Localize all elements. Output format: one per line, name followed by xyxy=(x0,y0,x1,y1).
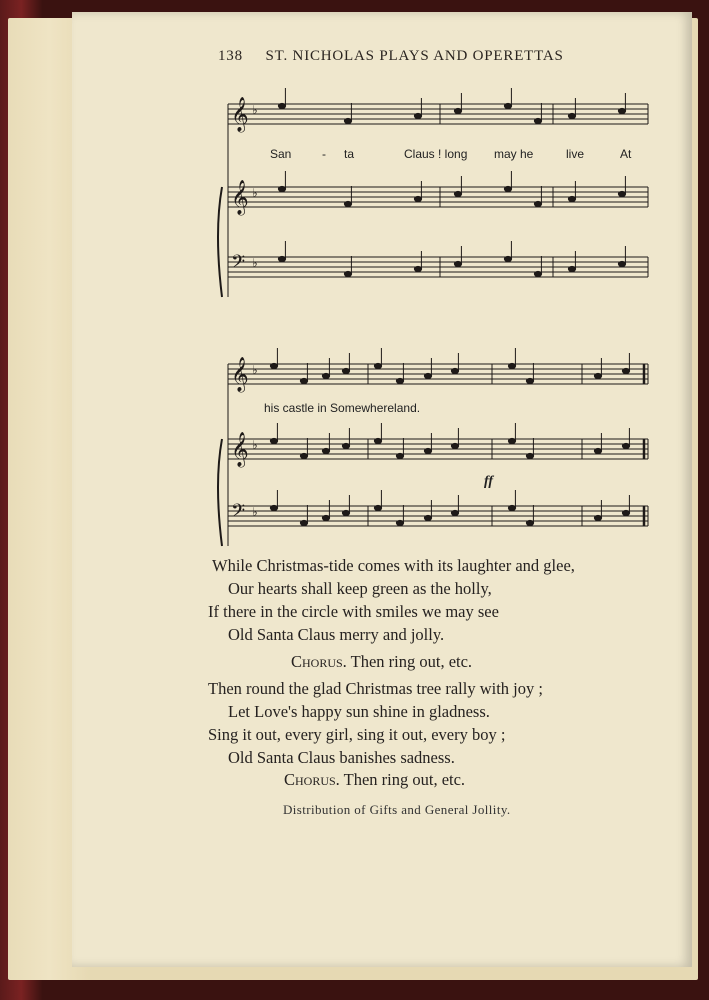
note-head xyxy=(534,201,541,206)
note-head xyxy=(508,505,515,510)
note-head xyxy=(342,368,349,373)
lyric-ta: ta xyxy=(344,147,355,161)
treble-clef: 𝄞 xyxy=(231,357,249,392)
note-head xyxy=(278,103,285,108)
note-head xyxy=(342,443,349,448)
note-head xyxy=(424,515,431,520)
note-head xyxy=(342,510,349,515)
flat-sign: ♭ xyxy=(252,505,258,519)
treble-clef: 𝄞 xyxy=(231,97,249,132)
note-head xyxy=(414,113,421,118)
verse-line-4: Old Santa Claus merry and jolly. xyxy=(228,625,445,644)
note-head xyxy=(322,515,329,520)
note-head xyxy=(622,368,629,373)
lyric-at: At xyxy=(620,147,632,161)
note-head xyxy=(504,186,511,191)
note-head xyxy=(374,363,381,368)
note-head xyxy=(454,191,461,196)
chorus-label: Chorus. xyxy=(284,770,340,789)
note-head xyxy=(424,448,431,453)
lyric-dash: - xyxy=(322,147,326,161)
verse-line-7: Sing it out, every girl, sing it out, every boy ; xyxy=(208,725,506,744)
brace xyxy=(218,187,222,297)
note-head xyxy=(300,520,307,525)
page-number: 138 xyxy=(218,48,243,64)
flat-sign: ♭ xyxy=(252,363,258,377)
note-head xyxy=(508,363,515,368)
note-head xyxy=(526,453,533,458)
lyric-may-he: may he xyxy=(494,147,534,161)
dynamic-marking: ff xyxy=(484,474,494,489)
flat-sign: ♭ xyxy=(252,438,258,452)
chorus-text: Then ring out, etc. xyxy=(343,770,466,789)
note-head xyxy=(322,373,329,378)
note-head xyxy=(618,108,625,113)
note-head xyxy=(278,256,285,261)
book-title: ST. NICHOLAS PLAYS AND OPERETTAS xyxy=(265,48,564,64)
note-head xyxy=(594,448,601,453)
chorus-line-2 xyxy=(284,770,465,790)
note-head xyxy=(424,373,431,378)
note-head xyxy=(374,505,381,510)
bass-clef: 𝄢 xyxy=(231,501,246,526)
verse-line-8: Old Santa Claus banishes sadness. xyxy=(228,748,455,767)
note-head xyxy=(300,378,307,383)
chorus-text: Then ring out, etc. xyxy=(350,652,473,671)
lyric-san: San xyxy=(270,147,292,161)
note-head xyxy=(534,118,541,123)
verse-line-5: Then round the glad Christmas tree rally with joy ; xyxy=(208,679,543,698)
verse-line-2: Our hearts shall keep green as the holly, xyxy=(228,579,492,598)
treble-clef: 𝄞 xyxy=(231,432,249,467)
note-head xyxy=(568,113,575,118)
note-head xyxy=(526,378,533,383)
note-head xyxy=(414,266,421,271)
note-head xyxy=(618,261,625,266)
note-head xyxy=(504,103,511,108)
note-head xyxy=(396,453,403,458)
note-head xyxy=(451,443,458,448)
note-head xyxy=(622,443,629,448)
verse-line-3: If there in the circle with smiles we may see xyxy=(208,602,499,621)
note-head xyxy=(270,438,277,443)
note-head xyxy=(568,196,575,201)
note-head xyxy=(344,118,351,123)
verse-line-1: While Christmas-tide comes with its laughter and glee, xyxy=(212,556,575,575)
note-head xyxy=(414,196,421,201)
lyric-claus: Claus ! long xyxy=(404,147,468,161)
note-head xyxy=(618,191,625,196)
note-head xyxy=(534,271,541,276)
note-head xyxy=(344,271,351,276)
note-head xyxy=(594,373,601,378)
note-head xyxy=(568,266,575,271)
stage-direction: Distribution of Gifts and General Jollity. xyxy=(283,802,511,817)
note-head xyxy=(344,201,351,206)
lyric-live: live xyxy=(566,147,585,161)
note-head xyxy=(622,510,629,515)
note-head xyxy=(270,363,277,368)
note-head xyxy=(270,505,277,510)
note-head xyxy=(278,186,285,191)
bass-clef: 𝄢 xyxy=(231,252,246,277)
treble-clef: 𝄞 xyxy=(231,180,249,215)
brace xyxy=(218,439,222,546)
flat-sign: ♭ xyxy=(252,103,258,117)
flat-sign: ♭ xyxy=(252,256,258,270)
note-head xyxy=(526,520,533,525)
note-head xyxy=(374,438,381,443)
flat-sign: ♭ xyxy=(252,186,258,200)
note-head xyxy=(451,510,458,515)
lyric-line-2: his castle in Somewhereland. xyxy=(264,401,421,415)
note-head xyxy=(504,256,511,261)
note-head xyxy=(594,515,601,520)
note-head xyxy=(454,108,461,113)
note-head xyxy=(508,438,515,443)
chorus-label: Chorus. xyxy=(291,652,347,671)
note-head xyxy=(396,378,403,383)
verse-line-6: Let Love's happy sun shine in gladness. xyxy=(228,702,490,721)
note-head xyxy=(396,520,403,525)
note-head xyxy=(454,261,461,266)
chorus-line-1 xyxy=(291,652,472,672)
note-head xyxy=(322,448,329,453)
note-head xyxy=(451,368,458,373)
note-head xyxy=(300,453,307,458)
